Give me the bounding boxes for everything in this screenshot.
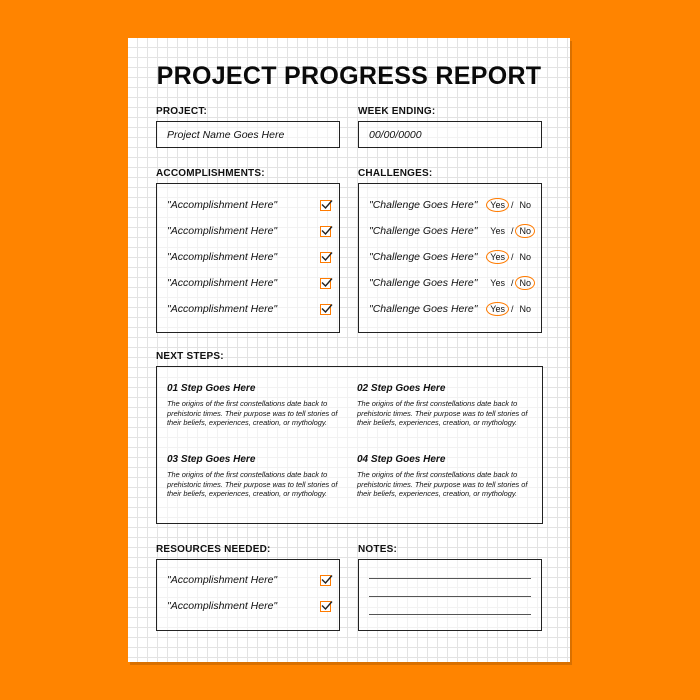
accomplishment-text: "Accomplishment Here" (167, 199, 278, 211)
project-field[interactable] (156, 121, 340, 148)
yes-no-toggle (486, 224, 535, 238)
accomplishment-text: "Accomplishment Here" (167, 251, 278, 263)
yes-option[interactable]: Yes (490, 226, 505, 236)
accomplishment-row (167, 302, 331, 316)
challenge-row (369, 224, 535, 238)
checkbox-checked-icon[interactable] (320, 252, 331, 263)
resources-label: RESOURCES NEEDED: (156, 544, 271, 555)
yes-option[interactable]: Yes (486, 198, 509, 212)
no-option[interactable]: No (519, 200, 531, 210)
step-description: The origins of the first constellations date back to prehistoric times. Their purpose was to tell stories of their beliefs, experiences, creation, or mythology. (167, 399, 338, 428)
next-steps-box (156, 366, 543, 524)
step-title: 02 Step Goes Here (357, 383, 446, 394)
next-steps-label: NEXT STEPS: (156, 351, 224, 362)
yes-no-toggle (486, 302, 535, 316)
step-description: The origins of the first constellations date back to prehistoric times. Their purpose was to tell stories of their beliefs, experiences, creation, or mythology. (167, 470, 338, 499)
yes-no-separator: / (510, 304, 514, 314)
accomplishment-text: "Accomplishment Here" (167, 225, 278, 237)
yes-option[interactable]: Yes (486, 302, 509, 316)
resource-text: "Accomplishment Here" (167, 574, 278, 586)
checkbox-checked-icon[interactable] (320, 575, 331, 586)
step-description: The origins of the first constellations date back to prehistoric times. Their purpose was to tell stories of their beliefs, experiences, creation, or mythology. (357, 399, 528, 428)
yes-no-separator: / (510, 278, 514, 288)
checkbox-checked-icon[interactable] (320, 226, 331, 237)
checkbox-checked-icon[interactable] (320, 278, 331, 289)
challenge-text: "Challenge Goes Here" (369, 277, 478, 289)
page-title: PROJECT PROGRESS REPORT (156, 62, 542, 90)
challenge-row (369, 250, 535, 264)
challenge-row (369, 276, 535, 290)
note-line (369, 596, 531, 597)
project-value: Project Name Goes Here (167, 129, 285, 141)
note-line (369, 614, 531, 615)
yes-no-separator: / (510, 200, 514, 210)
yes-option[interactable]: Yes (486, 250, 509, 264)
accomplishments-label: ACCOMPLISHMENTS: (156, 168, 265, 179)
accomplishment-text: "Accomplishment Here" (167, 277, 278, 289)
week-ending-field[interactable] (358, 121, 542, 148)
no-option[interactable]: No (515, 276, 535, 290)
accomplishments-box (156, 183, 340, 333)
yes-no-separator: / (510, 252, 514, 262)
resource-row (167, 599, 331, 613)
yes-no-toggle (486, 276, 535, 290)
week-ending-value: 00/00/0000 (369, 129, 422, 141)
challenge-row (369, 302, 535, 316)
yes-no-toggle (486, 198, 535, 212)
week-ending-label: WEEK ENDING: (358, 106, 436, 117)
resource-text: "Accomplishment Here" (167, 600, 278, 612)
challenge-text: "Challenge Goes Here" (369, 251, 478, 263)
step-title: 04 Step Goes Here (357, 454, 446, 465)
resources-box (156, 559, 340, 631)
project-label: PROJECT: (156, 106, 208, 117)
no-option[interactable]: No (515, 224, 535, 238)
resource-row (167, 573, 331, 587)
notes-label: NOTES: (358, 544, 397, 555)
challenges-label: CHALLENGES: (358, 168, 433, 179)
yes-no-separator: / (510, 226, 514, 236)
step-description: The origins of the first constellations date back to prehistoric times. Their purpose was to tell stories of their beliefs, experiences, creation, or mythology. (357, 470, 528, 499)
challenge-text: "Challenge Goes Here" (369, 199, 478, 211)
checkbox-checked-icon[interactable] (320, 601, 331, 612)
report-sheet (128, 38, 570, 662)
step-title: 01 Step Goes Here (167, 383, 256, 394)
yes-no-toggle (486, 250, 535, 264)
challenge-text: "Challenge Goes Here" (369, 225, 478, 237)
accomplishment-row (167, 224, 331, 238)
challenges-box (358, 183, 542, 333)
checkbox-checked-icon[interactable] (320, 304, 331, 315)
accomplishment-text: "Accomplishment Here" (167, 303, 278, 315)
challenge-text: "Challenge Goes Here" (369, 303, 478, 315)
no-option[interactable]: No (519, 252, 531, 262)
checkbox-checked-icon[interactable] (320, 200, 331, 211)
note-line (369, 578, 531, 579)
yes-option[interactable]: Yes (490, 278, 505, 288)
step-title: 03 Step Goes Here (167, 454, 256, 465)
accomplishment-row (167, 198, 331, 212)
accomplishment-row (167, 250, 331, 264)
challenge-row (369, 198, 535, 212)
notes-box[interactable] (358, 559, 542, 631)
accomplishment-row (167, 276, 331, 290)
no-option[interactable]: No (519, 304, 531, 314)
